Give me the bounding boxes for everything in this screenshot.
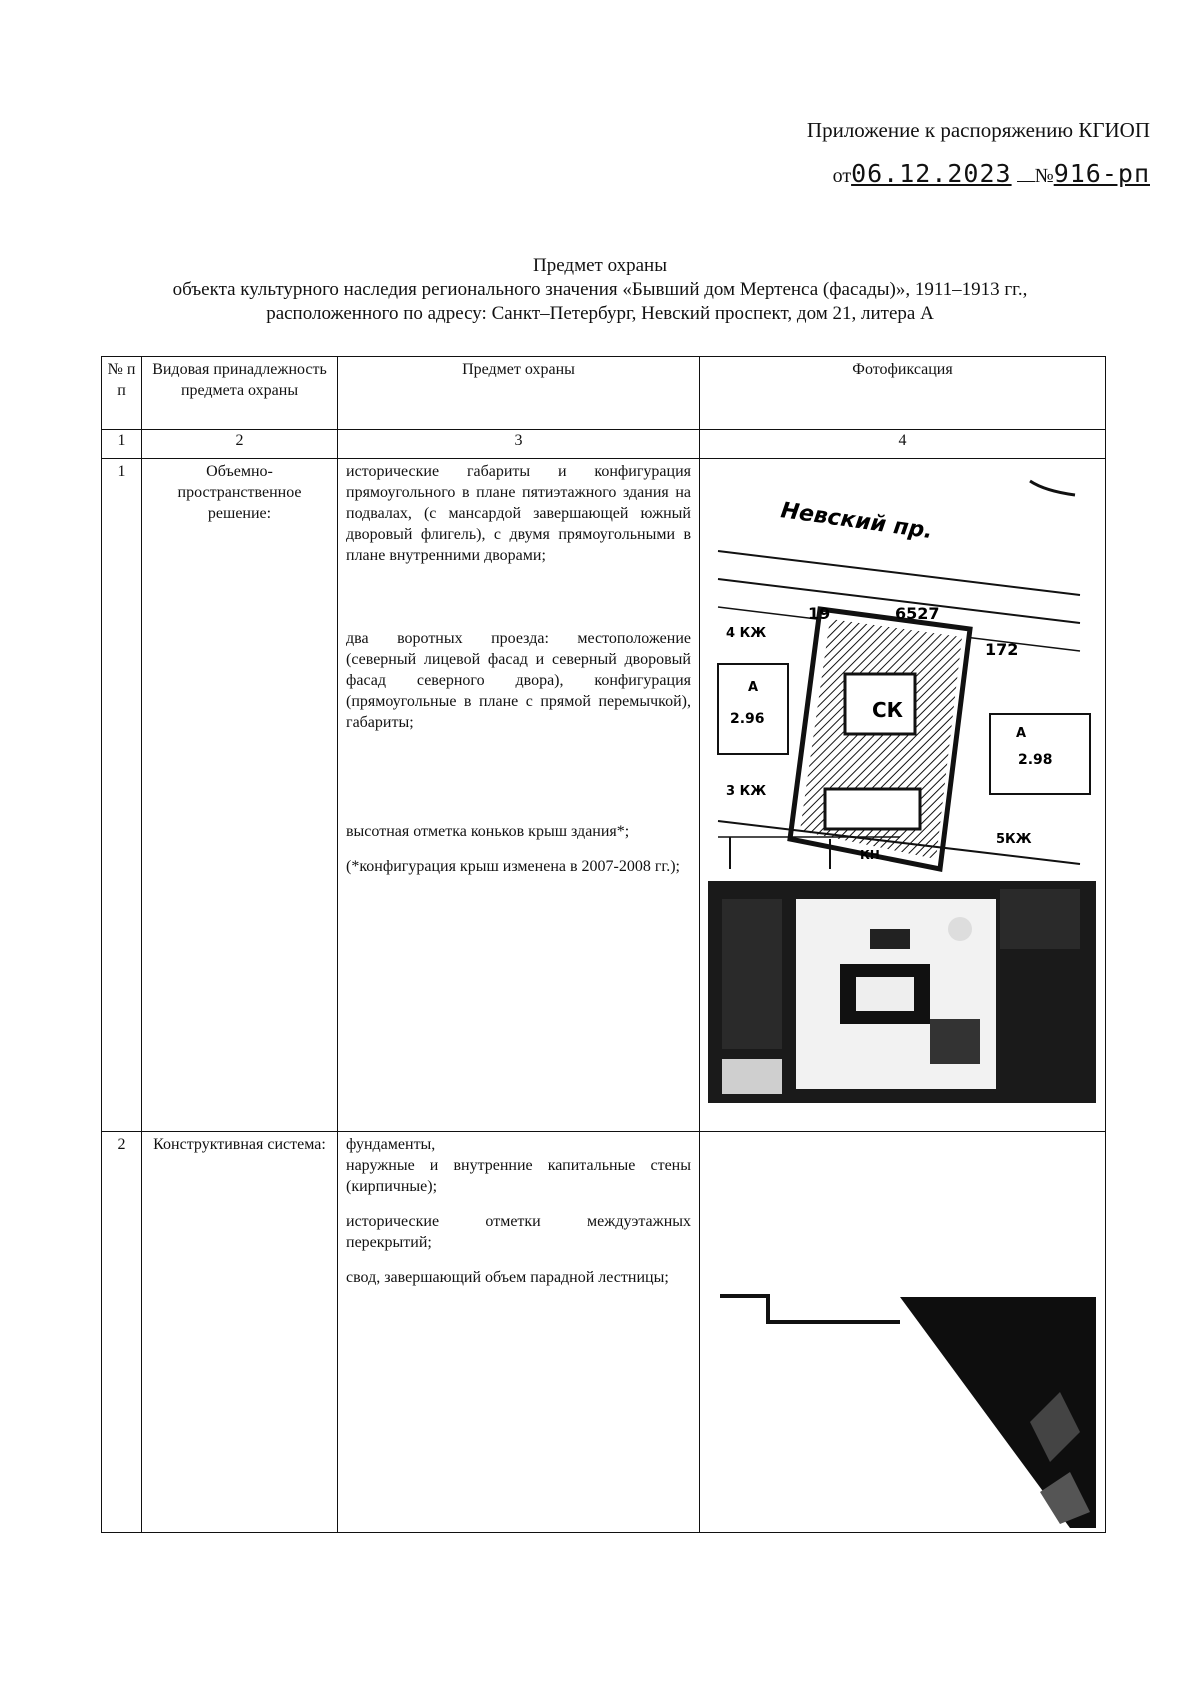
stair-vault-photo [700, 1132, 1100, 1532]
header-category: Видовая принадлежность предмета охраны [142, 357, 338, 430]
number-prefix: № [1034, 165, 1054, 187]
map-value: 2.98 [1018, 752, 1053, 768]
subject-paragraph: исторические отметки междуэтажных перекрытий; [346, 1213, 691, 1251]
map-number: 172 [985, 640, 1019, 659]
header-photo: Фотофиксация [700, 357, 1106, 430]
appendix-label: Приложение к распоряжению КГИОП [806, 118, 1150, 142]
map-label: 5КЖ [996, 832, 1032, 847]
table-row [102, 459, 1106, 1132]
row-subject [338, 459, 700, 1132]
title-line-3: расположенного по адресу: Санкт–Петербург, Невский проспект, дом 21, литера А [266, 303, 934, 324]
map-value: 2.96 [730, 711, 765, 727]
map-label: СК [872, 698, 904, 722]
photo-cell [700, 1132, 1106, 1533]
date-prefix: от [832, 165, 852, 187]
header-subject: Предмет охраны [338, 357, 700, 430]
photo-figures [700, 459, 1100, 1119]
column-number: 4 [700, 430, 1106, 459]
map-label: А [748, 680, 759, 695]
title-line-1: Предмет охраны [533, 255, 667, 276]
map-number: 6527 [895, 604, 940, 623]
map-label: КН [860, 848, 880, 862]
column-number: 1 [102, 430, 142, 459]
row-category: Конструктивная система: [142, 1132, 338, 1533]
subject-paragraph: свод, завершающий объем парадной лестницы; [346, 1269, 669, 1286]
aerial-photo [708, 881, 1096, 1103]
photo-cell [700, 459, 1106, 1132]
header-number: № п п [102, 357, 142, 430]
protection-table [101, 356, 1106, 1533]
cadastral-map [718, 481, 1090, 869]
table-row [102, 1132, 1106, 1533]
subject-paragraph: два воротных проезда: местоположение (северный лицевой фасад и северный дворовый фасад северного двора), конфигурация (прямоугольные в плане с прямой перемычкой), габариты; [346, 630, 691, 731]
document-title [0, 254, 1200, 326]
map-label: 3 КЖ [726, 784, 767, 799]
map-label: А [1016, 726, 1027, 741]
row-subject [338, 1132, 700, 1533]
order-date: 06.12.2023 [851, 159, 1012, 188]
subject-paragraph: исторические габариты и конфигурация прямоугольного в плане пятиэтажного здания на подвалах, (с мансардой завершающей южный дворовый флигель), с двумя прямоугольными в плане внутренними дворами; [346, 463, 691, 564]
column-number: 2 [142, 430, 338, 459]
title-line-2: объекта культурного наследия регионального значения «Бывший дом Мертенса (фасады)», 1911–1913 гг., [172, 279, 1028, 300]
column-number-row [102, 430, 1106, 459]
column-number: 3 [338, 430, 700, 459]
map-street-label: Невский пр. [779, 498, 935, 545]
row-category: Объемно-пространственное решение: [142, 459, 338, 1132]
subject-paragraph: (*конфигурация крыш изменена в 2007-2008 гг.); [346, 858, 680, 875]
order-number: 916-рп [1053, 159, 1150, 188]
subject-paragraph: высотная отметка коньков крыш здания*; [346, 823, 630, 840]
subject-paragraph: фундаменты, наружные и внутренние капитальные стены (кирпичные); [346, 1136, 691, 1195]
order-reference [807, 159, 1150, 188]
table-header-row [102, 357, 1106, 430]
row-number: 2 [102, 1132, 142, 1533]
map-number: 19 [808, 604, 831, 623]
map-label: 4 КЖ [726, 626, 767, 641]
document-header [807, 118, 1150, 188]
row-number: 1 [102, 459, 142, 1132]
